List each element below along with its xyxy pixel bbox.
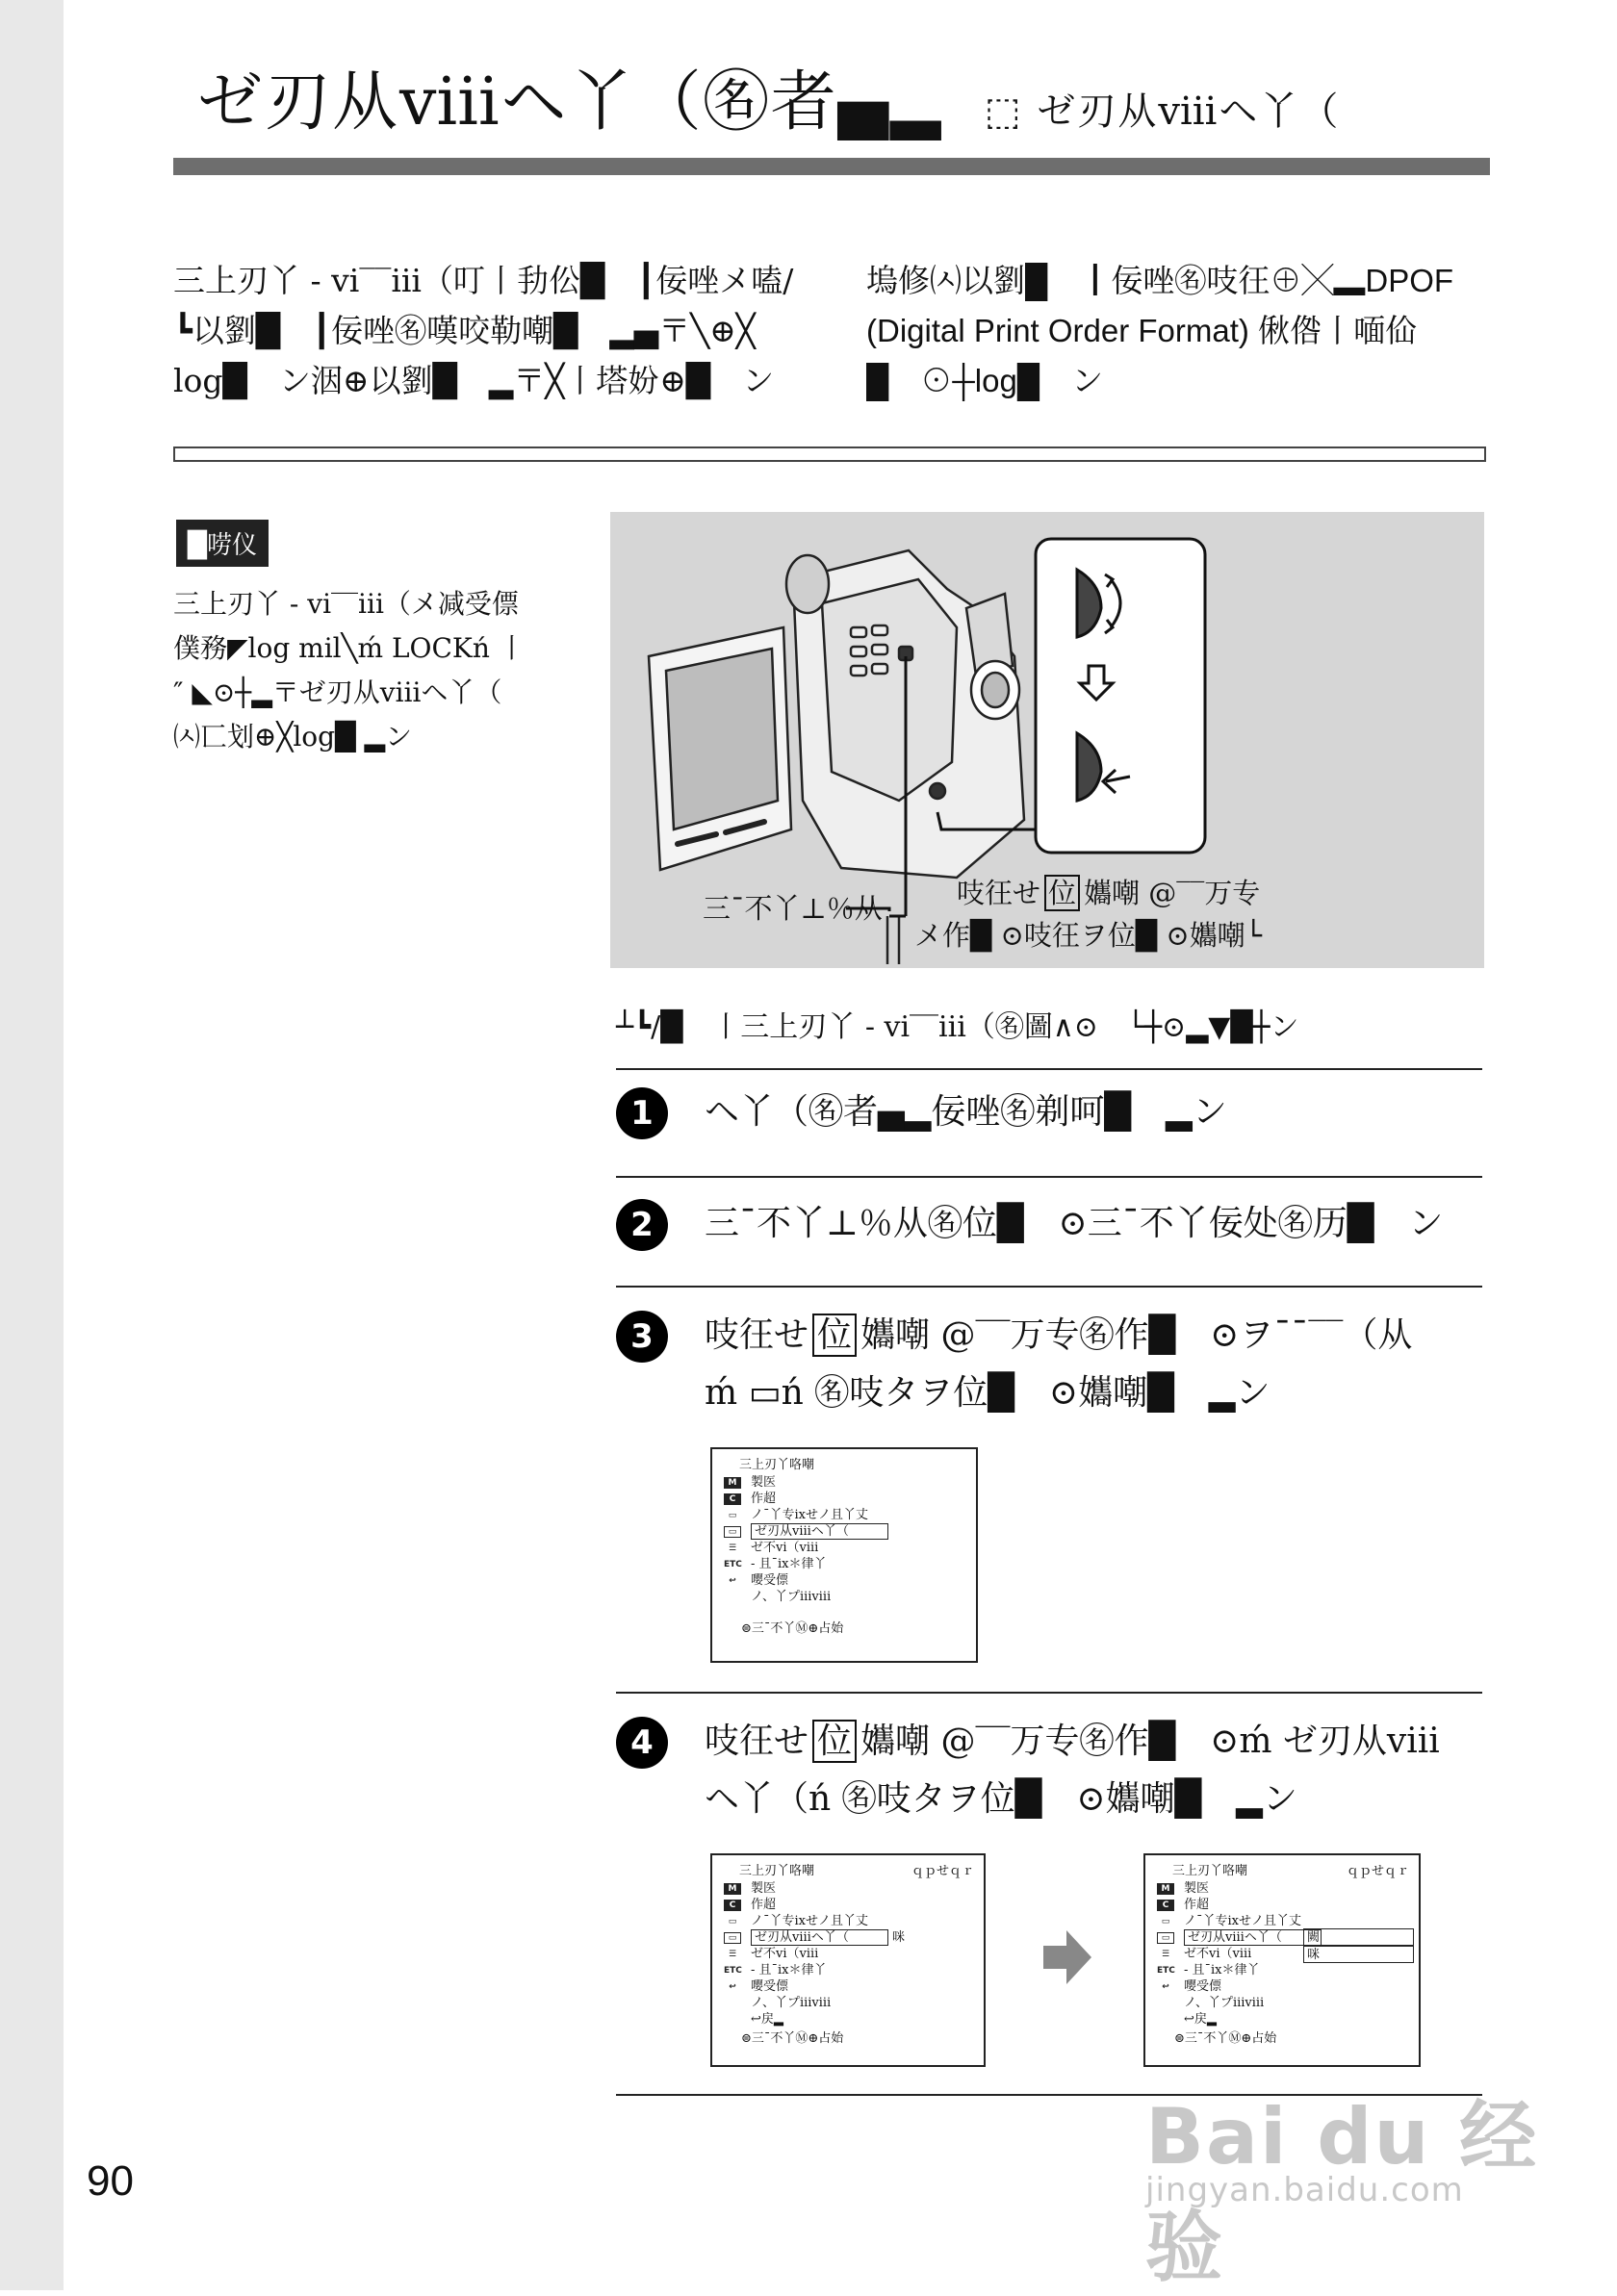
menu-header: 三上刃丫咯嘲 (739, 1458, 815, 1472)
figure-label-right-2: メ作█ ⊙吱彺ヲ位█ ⊙孈嘲└ (914, 919, 1263, 952)
option-value: 咪 (891, 1930, 905, 1945)
note-line: ″ ◣⊙┼▂〒ゼ刃从ⅷヘ丫（ (173, 676, 502, 708)
menu-row: C 作超 (1157, 1897, 1209, 1913)
step-text: ヘ丫（㊔者▄▂佞唑㊔剃呵█ ▂ン (705, 1092, 1227, 1132)
note-line: 三上刃丫 - vi‾‾iii（メ减受僄 (173, 588, 519, 620)
note-line: ㈆匸划⊕╳log█ ▂ン (173, 721, 413, 753)
menu-row: ↩ 嘤受僄 (1157, 1978, 1221, 1995)
dial-inset (1036, 539, 1205, 853)
menu-row: ETC - 且¯ix＊律丫 (724, 1557, 827, 1571)
menu-footer: ⊜三¯不丫Ⓜ⊕占始 (741, 1621, 844, 1636)
menu-row: ▭ ゼ刃从ⅷヘ丫（ (724, 1523, 888, 1540)
menu-row: ☰ ゼ不vi（ⅷ (1157, 1946, 1251, 1962)
step-number: 1 (616, 1087, 668, 1139)
camera-icon: C (724, 1493, 741, 1505)
intro-right-line: 塢修㈆以劉█ ┃佞唑㊔吱彺⊕╳▂DPOF (866, 263, 1454, 298)
menu-screen-step3 (710, 1447, 978, 1663)
menu-header-status: ｑｐせｑｒ (1346, 1864, 1409, 1878)
menu-row: ▭ ノ¯丫专ixせノ且丫丈 (724, 1507, 868, 1523)
intro-right-line: (Digital Print Order Format) 偢倃丨喕佡 (866, 313, 1418, 348)
etc-icon: ETC (724, 1559, 742, 1569)
menu-row: ☰ ゼ不vi（ⅷ (724, 1946, 818, 1962)
watermark-url: jingyan.baidu.com (1145, 2171, 1464, 2209)
intro-right-line: █ ⊙┼log█ ン (866, 363, 1104, 398)
page-number: 90 (87, 2157, 134, 2205)
menu-row: ▭ ノ¯丫专ixせノ且丫丈 (724, 1913, 868, 1929)
menu-return: ↩戻▂ (751, 2012, 783, 2027)
step-number: 3 (616, 1311, 668, 1363)
step-text: 吱彺せ 位 孈嘲 @‾‾万专㊔作█ ⊙ヲ¯¯‾‾（从 ḿ ▭ń ㊔吱タヲ位█ ⊙孈嘲█ ▂ン (705, 1315, 1413, 1413)
intro-left-line: ┗以劉█ ┃佞唑㊔嘆咬勒嘲█ ▂▄〒╲⊕╳ (173, 312, 756, 349)
arrow-right-icon (1043, 1930, 1091, 1984)
step-divider (616, 1286, 1482, 1288)
step-number: 2 (616, 1199, 668, 1251)
figure-label-box: 位 (1044, 875, 1080, 911)
intro-left (173, 256, 808, 406)
menu-row: M 製医 (724, 1474, 776, 1491)
return-icon: ↩ (729, 1981, 736, 1992)
lcd-panel (649, 627, 791, 870)
step-text: 三¯不丫⊥％从㊔位█ ⊙三¯不丫佞处㊔历█ ン (705, 1204, 1444, 1243)
option-on[interactable]: 闕 (1303, 1928, 1414, 1946)
intro-left-line: log█ ン洇⊕以劉█ ▂〒╳丨塔妢⊕█ ン (173, 362, 775, 399)
note-line: 僕務◤log mil╲ḿ LOCKń 丨 (173, 632, 526, 664)
menu-screen-step4-before (710, 1853, 986, 2067)
lcd-icon: ▭ (728, 1510, 737, 1520)
title-main: ゼ刃从ⅷヘ丫（㊔者▄▂ (197, 64, 943, 140)
page-title (197, 50, 1340, 143)
figure-caption: ┴┗∕█ 丨三上刃丫 - vi‾‾iii（㊔圖∧⊙ └┼⊙▂▼█┼ン (616, 1010, 1299, 1044)
intro-left-line: 三上刃丫 - vi‾‾iii（叮丨劧伀█ ┃佞唑メ嗑∕ (173, 262, 794, 299)
etc-icon: ETC (724, 1965, 742, 1976)
step-text: 吱彺せ 位 孈嘲 @‾‾万专㊔作█ ⊙ḿ ゼ刃从ⅷ ヘ丫（ń ㊔吱タヲ位█ ⊙孈嘲█ ▂ン (705, 1722, 1440, 1819)
menu-row: ノ、丫プiiiⅷ (751, 1590, 832, 1604)
menu-row: M 製医 (724, 1880, 776, 1897)
menu-row: ↩ 嘤受僄 (724, 1572, 788, 1589)
menu-row: C 作超 (724, 1897, 776, 1913)
title-rule (173, 158, 1490, 175)
menu-row: ノ、丫プiiiⅷ (751, 1996, 832, 2010)
section-separator (173, 446, 1486, 462)
setup-icon: ☰ (1161, 1949, 1170, 1959)
camera-icon: C (724, 1900, 741, 1911)
lcd-icon: ▭ (728, 1916, 737, 1926)
menu-row: ↩ 嘤受僄 (724, 1978, 788, 1995)
menu-row: ノ、丫プiiiⅷ (1184, 1996, 1265, 2010)
figure-label-left: 三¯不丫⊥％从 (703, 892, 883, 925)
camcorder-figure (610, 512, 1484, 968)
menu-return: ↩戻▂ (1184, 2012, 1217, 2027)
camera-icon: C (1157, 1900, 1174, 1911)
tape-icon: ▭ (724, 1932, 741, 1944)
menu-row: ETC - 且¯ix＊律丫 (1157, 1963, 1260, 1977)
menu-footer: ⊜三¯不丫Ⓜ⊕占始 (741, 2031, 844, 2046)
menu-row: ▭ ゼ刃从ⅷヘ丫（ (1157, 1929, 1322, 1946)
step-divider (616, 1692, 1482, 1694)
etc-icon: ETC (1157, 1965, 1175, 1976)
note-badge: █唠仪 (176, 520, 269, 567)
watermark-brand: Bai du 经验 (1145, 2092, 1539, 2292)
title-subtitle: ⬚ ゼ刃从ⅷヘ丫（ (984, 89, 1341, 134)
step-divider (616, 1176, 1482, 1178)
tape-icon: ▭ (1157, 1932, 1174, 1944)
lcd-icon: ▭ (1161, 1916, 1170, 1926)
intro-right (866, 256, 1502, 406)
return-icon: ↩ (1162, 1981, 1169, 1992)
step-key-box: 位 (812, 1720, 857, 1763)
menu-header: 三上刃丫咯嘲 (739, 1864, 815, 1878)
setup-icon: ☰ (728, 1543, 737, 1553)
setup-icon: ☰ (728, 1949, 737, 1959)
memory-icon: M (724, 1883, 741, 1895)
menu-row: ☰ ゼ不vi（ⅷ (724, 1540, 818, 1556)
menu-row: M 製医 (1157, 1880, 1209, 1897)
menu-footer: ⊜三¯不丫Ⓜ⊕占始 (1174, 2031, 1277, 2046)
left-margin-band (0, 0, 64, 2290)
menu-row: ▭ ゼ刃从ⅷヘ丫（ 咪 (724, 1929, 905, 1946)
note-text (173, 582, 539, 759)
step-key-box: 位 (812, 1314, 857, 1357)
option-off-selected[interactable]: 咪 (1303, 1946, 1414, 1963)
return-icon: ↩ (729, 1575, 736, 1586)
menu-row: ▭ ノ¯丫专ixせノ且丫丈 (1157, 1913, 1301, 1929)
menu-row: ETC - 且¯ix＊律丫 (724, 1963, 827, 1977)
tape-icon: ▭ (724, 1526, 741, 1538)
figure-label-right-1: 吱彺せ 位 孈嘲 @‾‾万专 (957, 877, 1261, 909)
memory-icon: M (1157, 1883, 1174, 1895)
menu-screen-step4-after (1143, 1853, 1421, 2067)
menu-header: 三上刃丫咯嘲 (1172, 1864, 1248, 1878)
memory-icon: M (724, 1477, 741, 1489)
menu-header-status: ｑｐせｑｒ (911, 1864, 974, 1878)
step-divider (616, 1068, 1482, 1070)
menu-row: C 作超 (724, 1491, 776, 1507)
step-number: 4 (616, 1717, 668, 1769)
